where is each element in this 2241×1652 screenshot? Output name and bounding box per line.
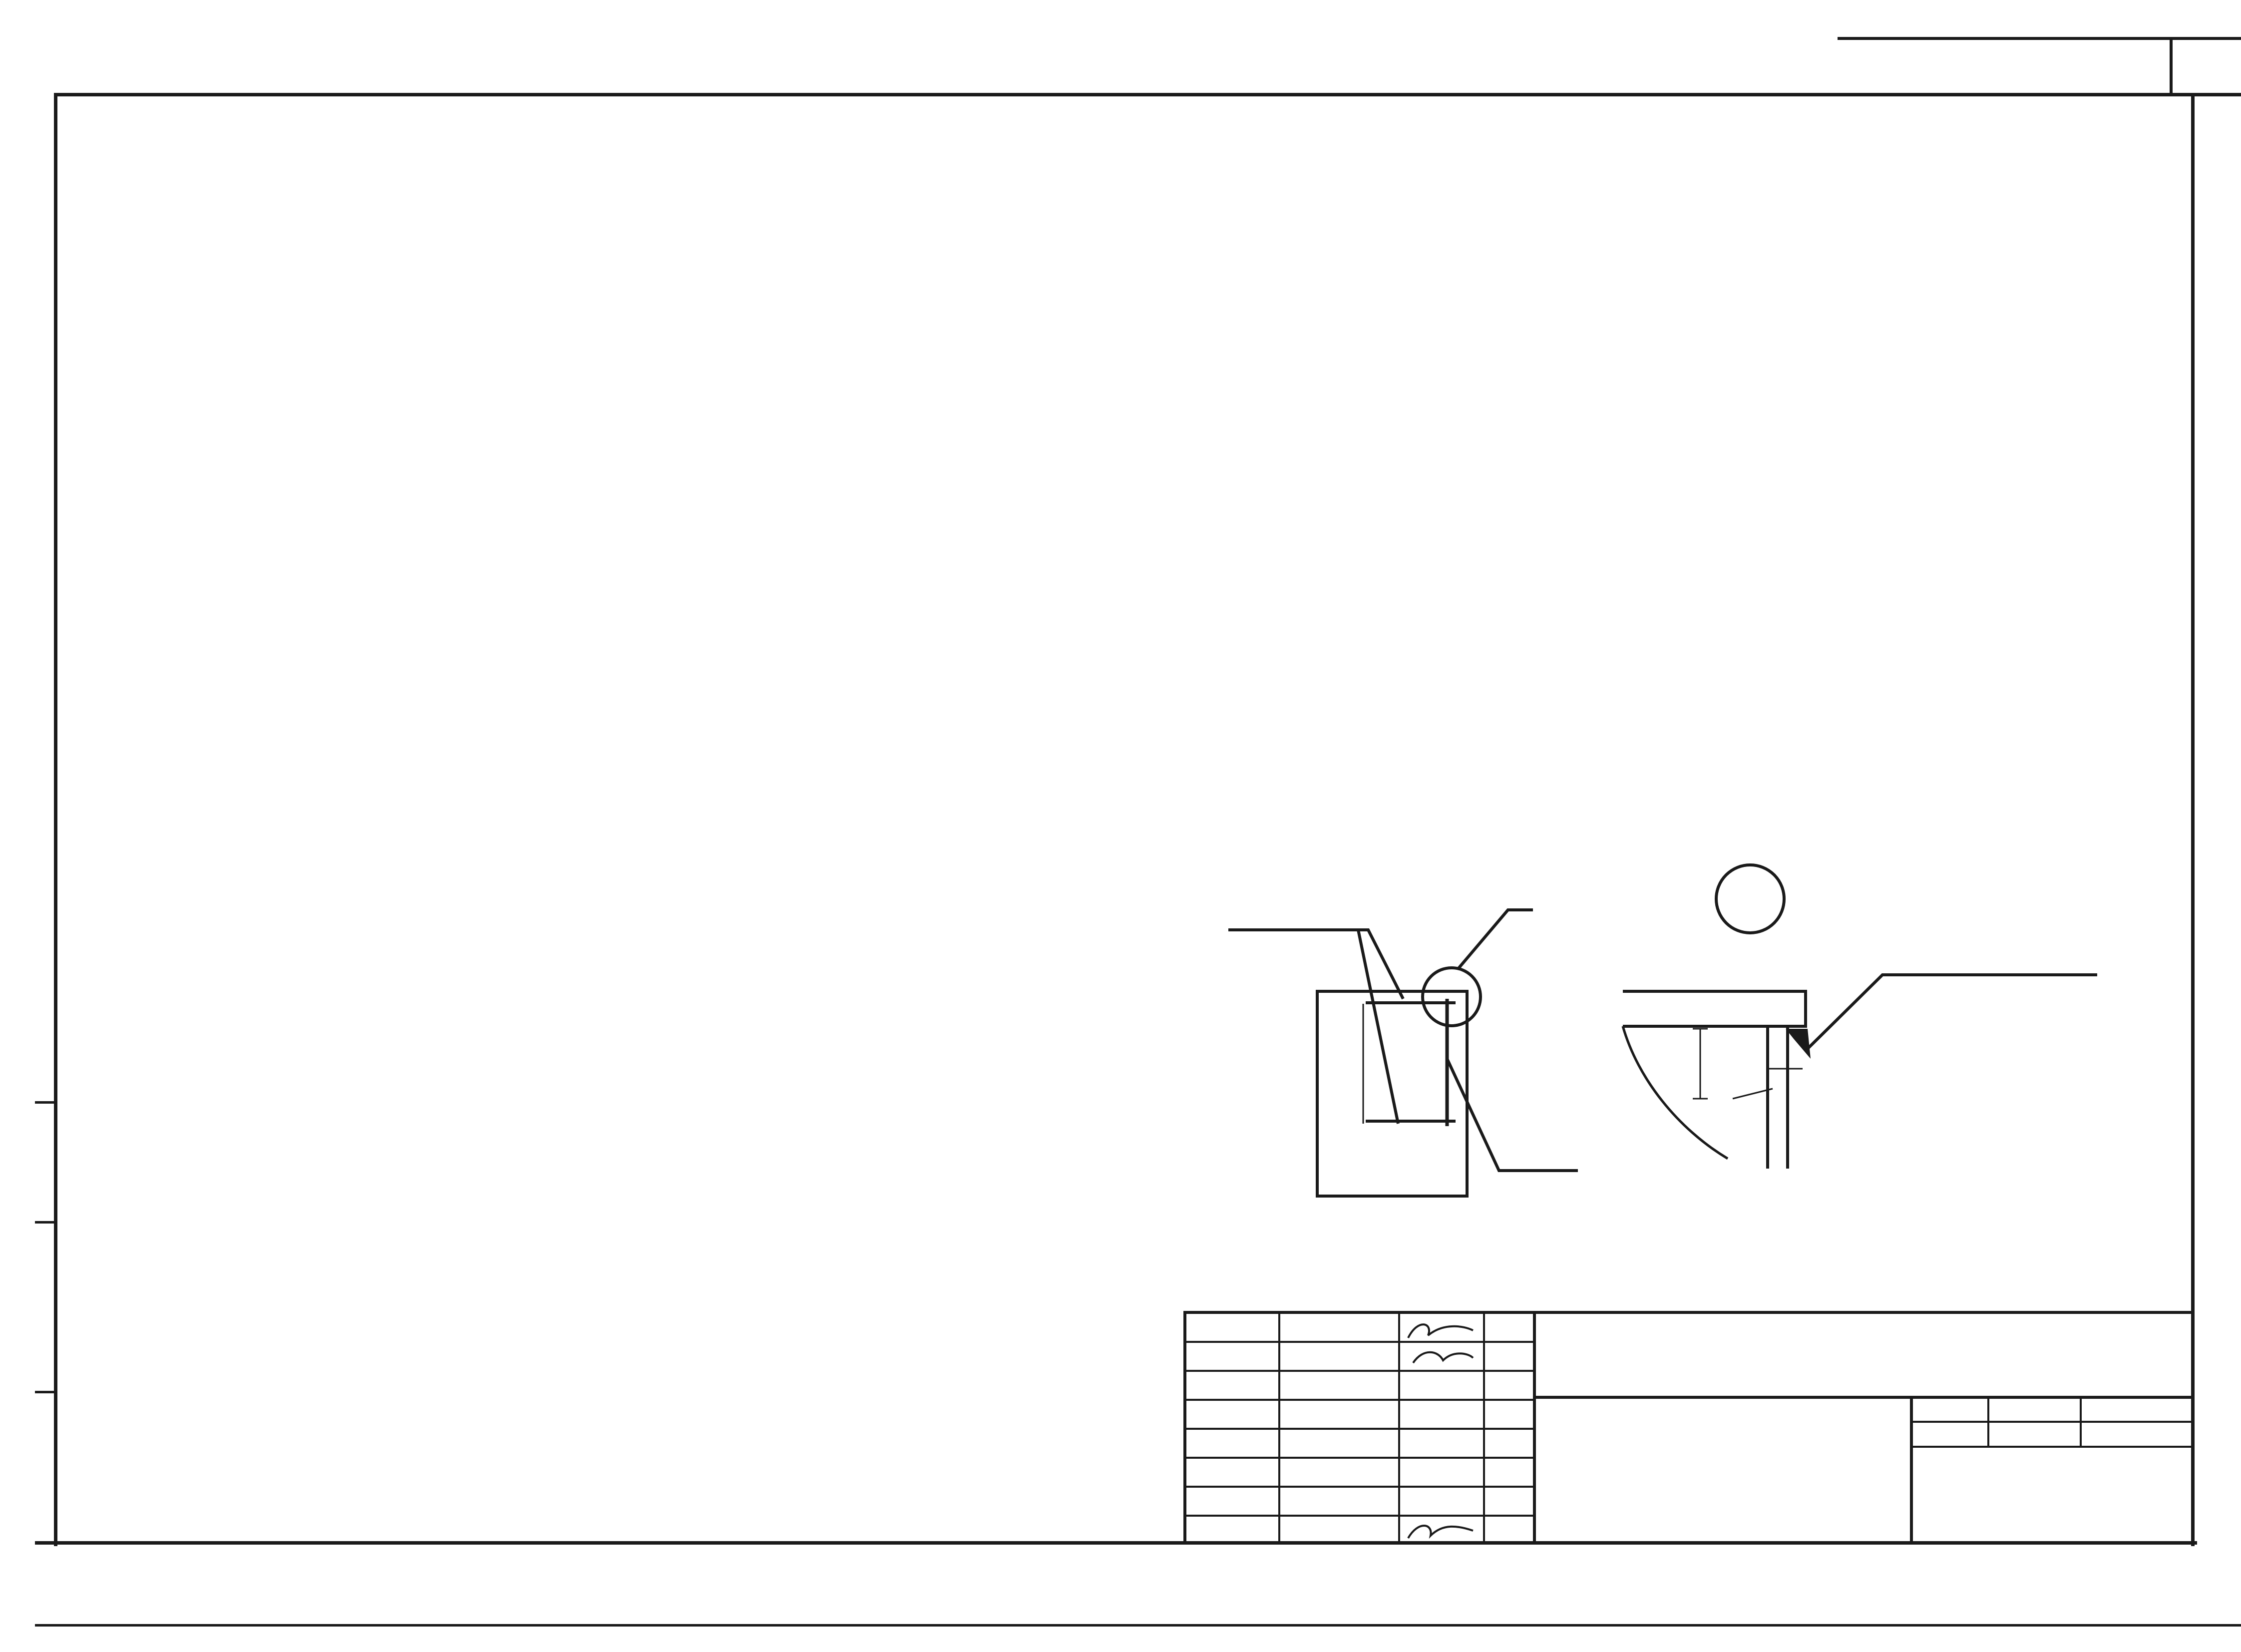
top-short-rule — [1838, 37, 2241, 40]
signature-1 — [1403, 1313, 1478, 1368]
plate-top-section — [1623, 991, 1806, 1026]
trim-line-bottom — [35, 1624, 2241, 1627]
margin-tick-2 — [35, 1221, 55, 1224]
signature-7 — [1403, 1516, 1478, 1543]
title-block — [1183, 1311, 2192, 1543]
figure-node-a — [1188, 779, 2167, 1209]
leader-a — [1458, 910, 1533, 969]
node-a-callout-circle — [1423, 968, 1481, 1026]
weld-mark — [1786, 1029, 1811, 1059]
margin-tick-3 — [35, 1391, 55, 1393]
frame-left — [54, 93, 57, 1546]
frame-top — [55, 93, 2241, 96]
leader-mn15 — [1228, 930, 1403, 999]
margin-tick-1 — [35, 1101, 55, 1104]
weld-leader — [1808, 975, 2097, 1049]
node-label-circle — [1716, 865, 1784, 933]
sheet-number-box-left — [2170, 39, 2173, 95]
